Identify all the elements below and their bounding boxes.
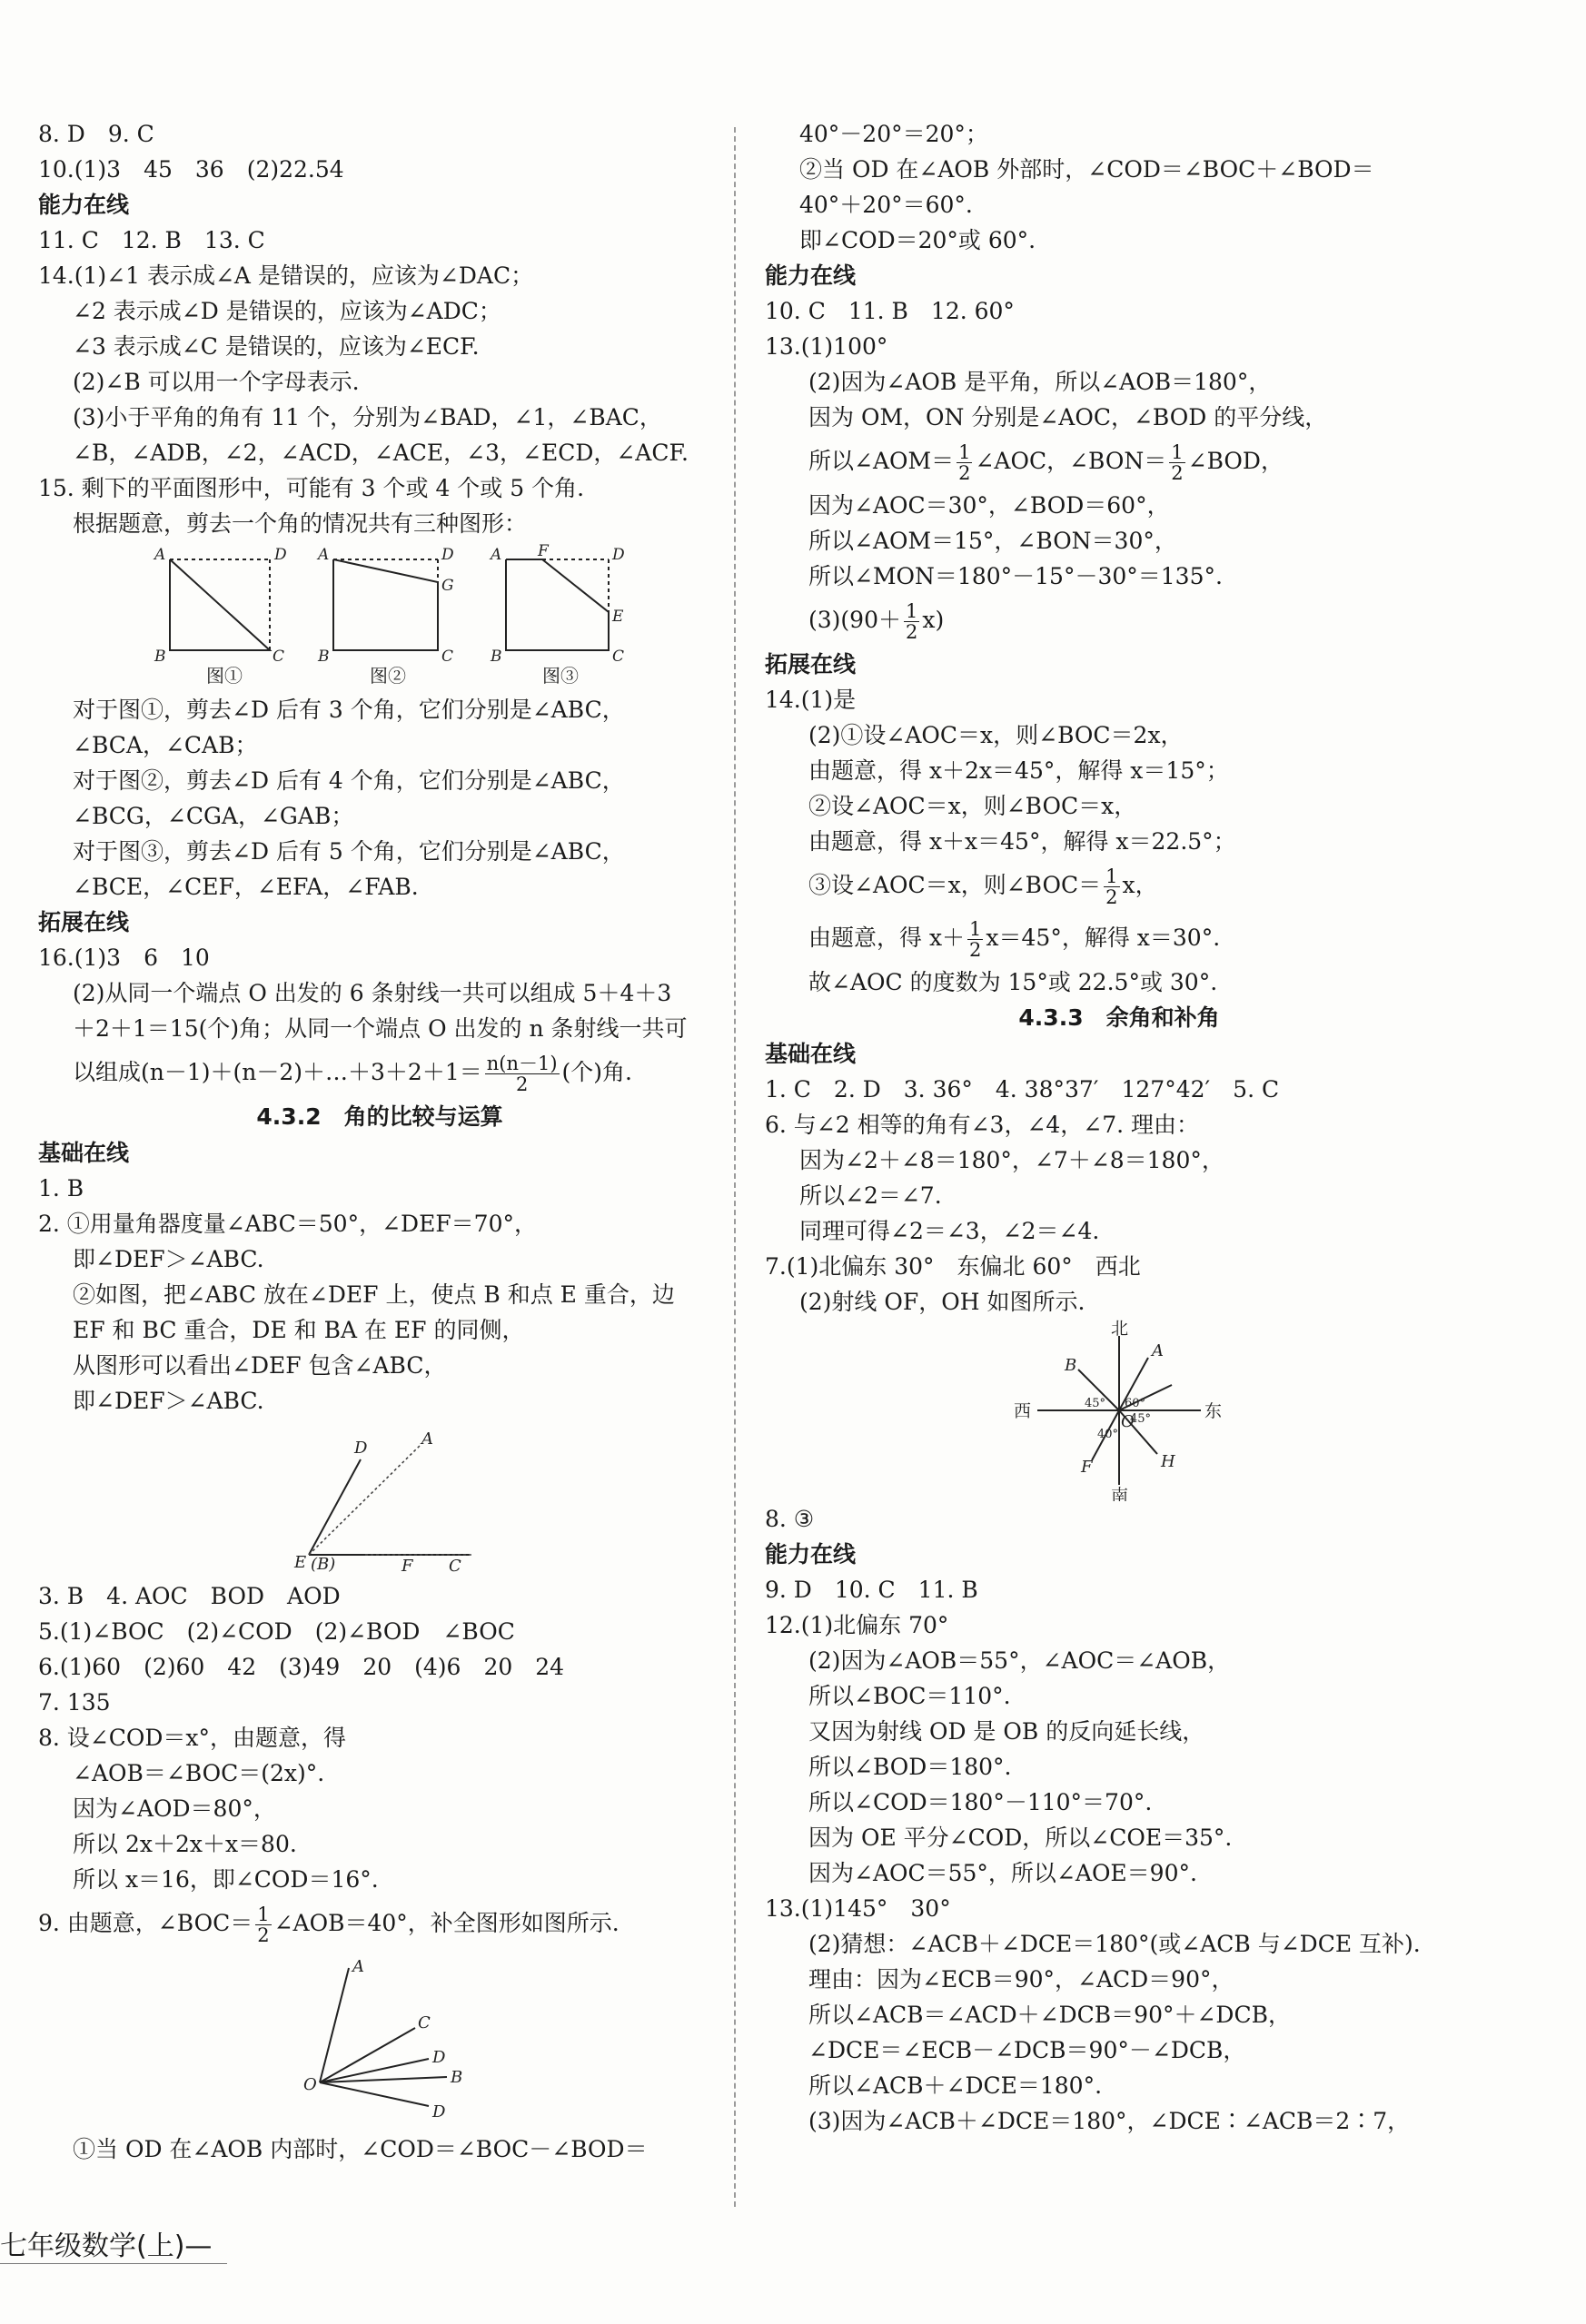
point-label: A: [491, 546, 502, 564]
answer-line: 7.(1)北偏东 30° 东偏北 60° 西北: [765, 1253, 1141, 1280]
answer-line: [38, 1897, 721, 1950]
point-label: B: [491, 648, 502, 666]
answer-line: ∠BCA，∠CAB；: [73, 732, 258, 758]
answer-line: 16.(1)3 6 10: [38, 944, 210, 971]
answer-line: (3)因为∠ACB＋∠DCE＝180°，∠DCE∶∠ACB＝2∶7，: [808, 2108, 1411, 2134]
south-label: 南: [1111, 1486, 1129, 1501]
section-heading: 基础在线: [38, 1140, 130, 1166]
fraction-numerator: 1: [969, 918, 982, 940]
section-heading: 能力在线: [38, 192, 130, 218]
answer-line: 1. B: [38, 1175, 84, 1202]
answer-line: 8. ③: [765, 1506, 815, 1532]
point-label: D: [432, 2048, 446, 2067]
angle-label: 40°: [1097, 1428, 1119, 1441]
section-heading: 能力在线: [765, 1541, 857, 1567]
point-label: D: [354, 1439, 368, 1458]
point-label: O: [1121, 1412, 1135, 1431]
answer-line: 14.(1)是: [765, 687, 857, 713]
answer-line: (3)小于平角的角有 11 个，分别为∠BAD，∠1，∠BAC，: [73, 404, 662, 430]
fraction: [957, 442, 972, 483]
point-label: F: [1081, 1458, 1093, 1477]
figure-caption-1: 图①: [206, 665, 243, 687]
point-label: C: [449, 1557, 461, 1576]
answer-line: [765, 435, 1473, 488]
point-label: B: [154, 648, 166, 666]
fraction: [485, 1053, 560, 1094]
answer-line: 所以∠AOM＝15°，∠BON＝30°，: [808, 528, 1177, 554]
answer-line: 故∠AOC 的度数为 15°或 22.5°或 30°.: [808, 969, 1218, 995]
fraction-numerator: 1: [1105, 865, 1118, 887]
answer-line: 40°＋20°＝60°.: [799, 192, 973, 218]
footer-rule: [0, 2263, 227, 2264]
answer-line: 对于图③，剪去∠D 后有 5 个角，它们分别是∠ABC，: [73, 838, 625, 865]
angle-compare-figure: [38, 1419, 721, 1578]
answer-line: (2)因为∠AOB＝55°，∠AOC＝∠AOB，: [808, 1647, 1231, 1674]
compass-figure: [765, 1320, 1473, 1501]
west-label: 西: [1014, 1401, 1032, 1421]
angle-label: 45°: [1085, 1397, 1106, 1410]
answer-line: 理由：因为∠ECB＝90°，∠ACD＝90°，: [808, 1966, 1234, 1993]
cut-corner-svg: [38, 541, 692, 692]
fraction-denominator: 2: [905, 621, 918, 643]
answer-line: 所以∠ACB＝∠ACD＋∠DCB＝90°＋∠DCB，: [808, 2002, 1291, 2028]
figure-caption-3: 图③: [542, 665, 579, 687]
answer-line: ①当 OD 在∠AOB 内部时，∠COD＝∠BOC－∠BOD＝: [73, 2136, 648, 2162]
answer-line: 所以∠COD＝180°－110°＝70°.: [808, 1789, 1153, 1815]
fraction: [904, 601, 919, 642]
answer-line: [765, 594, 1473, 647]
fraction-denominator: 2: [969, 939, 982, 961]
point-label: C: [441, 648, 454, 666]
answer-line: 因为∠2＋∠8＝180°，∠7＋∠8＝180°，: [799, 1147, 1224, 1173]
answer-line: 所以∠MON＝180°－15°－30°＝135°.: [808, 563, 1223, 589]
answer-line: ∠2 表示成∠D 是错误的，应该为∠ADC；: [73, 298, 501, 324]
answer-line: 因为∠AOC＝30°，∠BOD＝60°，: [808, 492, 1170, 519]
point-label: A: [421, 1429, 433, 1449]
point-label: B: [1065, 1356, 1077, 1375]
text-run: 由题意，得 x＋: [808, 925, 966, 951]
point-label: B: [451, 2068, 463, 2087]
fraction-denominator: 2: [1171, 462, 1184, 484]
answer-line: ∠BCE，∠CEF，∠EFA，∠FAB.: [73, 874, 419, 900]
answer-line: 从图形可以看出∠DEF 包含∠ABC，: [73, 1352, 447, 1379]
answer-line: 对于图②，剪去∠D 后有 4 个角，它们分别是∠ABC，: [73, 767, 625, 794]
answer-line: 13.(1)145° 30°: [765, 1895, 951, 1922]
answer-line: (2)从同一个端点 O 出发的 6 条射线一共可以组成 5＋4＋3: [73, 980, 672, 1006]
answer-line: 8. 设∠COD＝x°，由题意，得: [38, 1725, 347, 1751]
fraction-numerator: 1: [958, 441, 971, 463]
text-run: (个)角.: [561, 1059, 633, 1085]
point-label: C: [273, 648, 285, 666]
answer-line: 所以∠ACB＋∠DCE＝180°.: [808, 2072, 1103, 2099]
fraction-denominator: 2: [1105, 886, 1118, 908]
point-label: B: [318, 648, 330, 666]
answer-line: ＋2＋1＝15(个)角；从同一个端点 O 出发的 n 条射线一共可: [73, 1015, 688, 1042]
fraction-denominator: 2: [257, 1924, 270, 1946]
point-label: D: [612, 546, 625, 564]
text-run: x): [922, 607, 945, 633]
answer-line: (2)猜想：∠ACB＋∠DCE＝180°(或∠ACB 与∠DCE 互补).: [808, 1931, 1421, 1957]
answer-line: 15. 剩下的平面图形中，可能有 3 个或 4 个或 5 个角.: [38, 475, 585, 501]
point-label: E: [612, 608, 624, 626]
text-run: ∠BOD，: [1187, 448, 1284, 474]
section-title: 4.3.2 角的比较与运算: [256, 1103, 503, 1130]
answer-line: 同理可得∠2＝∠3，∠2＝∠4.: [799, 1218, 1100, 1244]
answer-line: ②如图，把∠ABC 放在∠DEF 上，使点 B 和点 E 重合，边: [73, 1281, 675, 1308]
answer-line: (2)因为∠AOB 是平角，所以∠AOB＝180°，: [808, 369, 1272, 395]
point-label: D: [441, 546, 454, 564]
point-label: A: [352, 1957, 364, 1976]
answer-line: 3. B 4. AOC BOD AOD: [38, 1583, 341, 1609]
ray-svg: [38, 1950, 692, 2131]
text-run: ∠AOC，∠BON＝: [975, 448, 1167, 474]
fraction: [255, 1904, 271, 1945]
text-run: 所以∠AOM＝: [808, 448, 955, 474]
angle-compare-svg: [38, 1419, 692, 1578]
text-run: ∠AOB＝40°，补全图形如图所示.: [273, 1910, 620, 1936]
answer-line: 9. D 10. C 11. B: [765, 1577, 978, 1603]
answer-line: 所以 2x＋2x＋x＝80.: [73, 1831, 297, 1857]
point-label: G: [441, 577, 454, 595]
answer-line: EF 和 BC 重合，DE 和 BA 在 EF 的同侧，: [73, 1317, 525, 1343]
angle-label: 60°: [1125, 1397, 1146, 1410]
point-label: D: [274, 546, 287, 564]
answer-line: 所以∠BOC＝110°.: [808, 1683, 1011, 1709]
answer-line: 11. C 12. B 13. C: [38, 227, 265, 253]
answer-line: 40°－20°＝20°；: [799, 121, 988, 147]
compass-svg: [765, 1320, 1473, 1501]
point-label: H: [1161, 1452, 1175, 1471]
text-run: 9. 由题意，∠BOC＝: [38, 1910, 253, 1936]
point-label: O: [303, 2075, 317, 2094]
answer-line: [38, 1046, 721, 1099]
fraction-numerator: n(n－1): [486, 1053, 558, 1074]
left-column: [38, 116, 721, 2167]
right-column: [765, 116, 1473, 2139]
answer-line: (2)射线 OF，OH 如图所示.: [799, 1289, 1085, 1315]
answer-line: 8. D 9. C: [38, 121, 154, 147]
fraction: [1169, 442, 1185, 483]
answer-line: 对于图①，剪去∠D 后有 3 个角，它们分别是∠ABC，: [73, 697, 625, 723]
fraction-denominator: 2: [515, 1073, 529, 1095]
fraction-numerator: 1: [257, 1904, 270, 1925]
answer-line: ∠3 表示成∠C 是错误的，应该为∠ECF.: [73, 333, 480, 360]
answer-line: 因为∠AOC＝55°，所以∠AOE＝90°.: [808, 1860, 1197, 1886]
angle-label: 45°: [1130, 1412, 1152, 1426]
section-title: 4.3.3 余角和补角: [1018, 1004, 1220, 1031]
text-run: (3)(90＋: [808, 607, 901, 633]
answer-line: [765, 859, 1473, 912]
text-run: x，: [1122, 872, 1158, 898]
answer-line: 因为∠AOD＝80°，: [73, 1795, 276, 1822]
point-label: (B): [311, 1555, 336, 1574]
answer-line: (2)∠B 可以用一个字母表示.: [73, 369, 360, 395]
answer-line: 5.(1)∠BOC (2)∠COD (2)∠BOD ∠BOC: [38, 1618, 515, 1645]
point-label: C: [612, 648, 625, 666]
answer-line: 因为 OE 平分∠COD，所以∠COE＝35°.: [808, 1825, 1233, 1851]
answer-line: ②当 OD 在∠AOB 外部时，∠COD＝∠BOC＋∠BOD＝: [799, 156, 1374, 183]
answer-line: 13.(1)100°: [765, 333, 888, 360]
fraction-numerator: 1: [905, 600, 918, 622]
answer-line: 因为 OM，ON 分别是∠AOC，∠BOD 的平分线，: [808, 404, 1328, 430]
answer-line: ∠BCG，∠CGA，∠GAB；: [73, 803, 354, 829]
text-run: x＝45°，解得 x＝30°.: [986, 925, 1221, 951]
answer-line: 6.(1)60 (2)60 42 (3)49 20 (4)6 20 24: [38, 1654, 565, 1680]
answer-line: 所以 x＝16，即∠COD＝16°.: [73, 1866, 379, 1893]
text-run: ③设∠AOC＝x，则∠BOC＝: [808, 872, 1102, 898]
answer-line: (2)①设∠AOC＝x，则∠BOC＝2x，: [808, 722, 1184, 748]
fraction: [967, 919, 983, 960]
fraction: [1104, 866, 1119, 907]
ray-figure: [38, 1950, 721, 2131]
east-label: 东: [1204, 1401, 1223, 1421]
answer-line: 所以∠BOD＝180°.: [808, 1754, 1012, 1780]
north-label: 北: [1111, 1320, 1129, 1339]
point-label: F: [401, 1557, 413, 1576]
answer-line: ∠DCE＝∠ECB－∠DCB＝90°－∠DCB，: [808, 2037, 1246, 2063]
section-heading: 能力在线: [765, 262, 857, 289]
answer-line: 即∠DEF＞∠ABC.: [73, 1388, 264, 1414]
point-label: C: [418, 2013, 431, 2032]
point-label: A: [1152, 1341, 1164, 1360]
column-divider: [734, 127, 736, 2207]
answer-line: 14.(1)∠1 表示成∠A 是错误的，应该为∠DAC；: [38, 262, 534, 289]
section-heading: 拓展在线: [765, 651, 857, 677]
fraction-numerator: 1: [1171, 441, 1184, 463]
point-label: E: [294, 1553, 307, 1572]
text-run: 以组成(n－1)＋(n－2)＋…＋3＋2＋1＝: [73, 1059, 482, 1085]
answer-line: 7. 135: [38, 1689, 111, 1716]
point-label: F: [538, 542, 549, 560]
answer-line: 即∠DEF＞∠ABC.: [73, 1246, 264, 1272]
figure-caption-2: 图②: [370, 665, 406, 687]
answer-line: ∠B，∠ADB，∠2，∠ACD，∠ACE，∠3，∠ECD，∠ACF.: [73, 440, 689, 466]
fraction-denominator: 2: [958, 462, 971, 484]
section-heading: 基础在线: [765, 1041, 857, 1067]
cut-corner-figures: [38, 541, 721, 692]
answer-line: [765, 912, 1473, 964]
answer-line: 所以∠2＝∠7.: [799, 1182, 942, 1209]
answer-line: 由题意，得 x＋2x＝45°，解得 x＝15°；: [808, 757, 1229, 784]
answer-line: 即∠COD＝20°或 60°.: [799, 227, 1036, 253]
answer-line: 根据题意，剪去一个角的情况共有三种图形：: [73, 510, 528, 537]
answer-line: 2. ①用量角器度量∠ABC＝50°，∠DEF＝70°，: [38, 1211, 537, 1237]
answer-line: 10.(1)3 45 36 (2)22.54: [38, 156, 344, 183]
answer-line: 1. C 2. D 3. 36° 4. 38°37′ 127°42′ 5. C: [765, 1076, 1280, 1103]
section-heading: 拓展在线: [38, 909, 130, 935]
point-label: D: [432, 2102, 446, 2121]
answer-line: 又因为射线 OD 是 OB 的反向延长线，: [808, 1718, 1205, 1745]
answer-line: 由题意，得 x＋x＝45°，解得 x＝22.5°；: [808, 828, 1236, 855]
page-footer: 七年级数学(上)—: [0, 2230, 213, 2262]
point-label: A: [318, 546, 330, 564]
answer-line: 12.(1)北偏东 70°: [765, 1612, 949, 1638]
answer-line: ∠AOB＝∠BOC＝(2x)°.: [73, 1760, 325, 1786]
point-label: A: [154, 546, 166, 564]
answer-line: ②设∠AOC＝x，则∠BOC＝x，: [808, 793, 1137, 819]
answer-line: 6. 与∠2 相等的角有∠3，∠4，∠7. 理由：: [765, 1112, 1200, 1138]
answer-line: 10. C 11. B 12. 60°: [765, 298, 1015, 324]
